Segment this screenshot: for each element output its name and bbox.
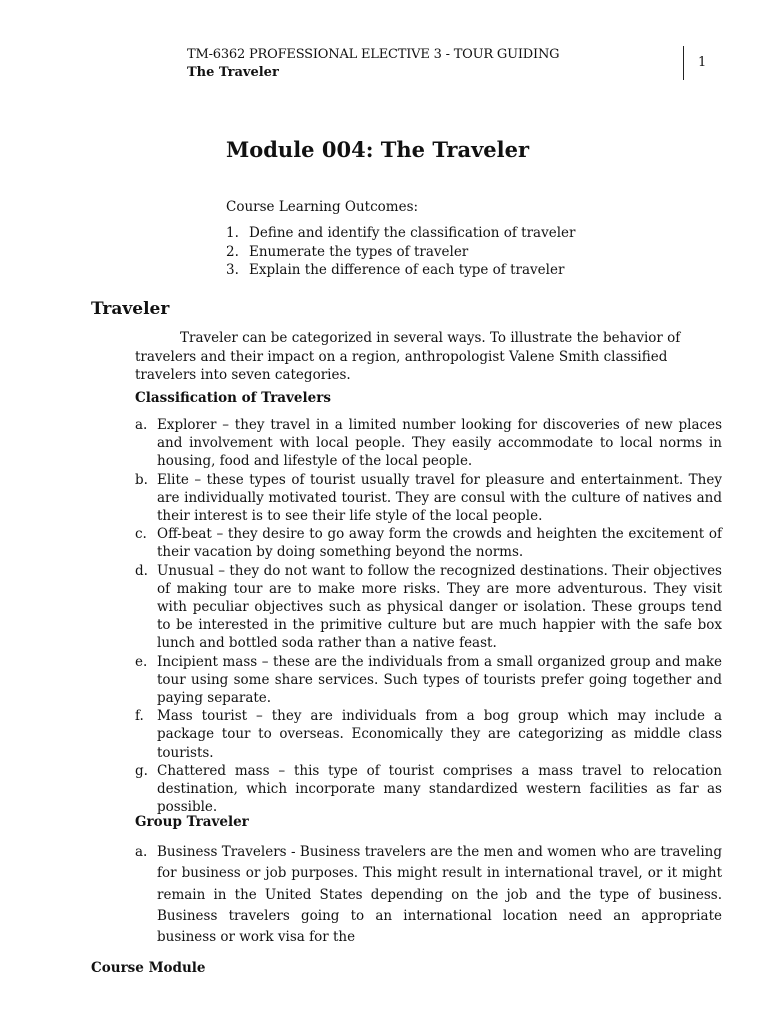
group-traveler-heading: Group Traveler <box>135 814 249 830</box>
classification-text: Elite – these types of tourist usually travel for pleasure and entertainment. They are individually motivated tourist. They are consul with the culture of natives and their interest is to see their life style of the local people. <box>157 471 722 525</box>
classification-item <box>135 416 722 471</box>
classification-text: Incipient mass – these are the individuals from a small organized group and make tour using some share services. Such types of tourists prefer going together and paying separate. <box>157 653 722 707</box>
outcome-item <box>226 261 606 280</box>
page-number: 1 <box>698 55 707 70</box>
group-traveler-item <box>135 842 722 948</box>
list-marker: d. <box>135 562 148 579</box>
list-marker: c. <box>135 526 147 543</box>
classification-text: Chattered mass – this type of tourist comprises a mass travel to relocation destination, which incorporate many standardized western facilities as far as possible. <box>157 762 722 816</box>
group-traveler-list <box>135 842 722 948</box>
module-title: Module 004: The Traveler <box>226 137 530 162</box>
classification-item <box>135 707 722 762</box>
classification-text: Explorer – they travel in a limited number looking for discoveries of new places and involvement with local people. They easily accommodate to local norms in housing, food and lifestyle of the local people. <box>157 417 722 470</box>
list-marker: a. <box>135 844 148 860</box>
outcome-item <box>226 224 606 243</box>
classification-heading: Classification of Travelers <box>135 390 331 406</box>
group-traveler-text: Business Travelers - Business travelers are the men and women who are traveling for business or job purposes. This might result in international travel, or it might remain in the United States depending on the job and the type of business. Business travelers going to an international location need an appropriate business or work visa for the <box>157 844 722 946</box>
list-marker: e. <box>135 653 148 670</box>
classification-item <box>135 762 722 817</box>
classification-item <box>135 525 722 561</box>
header-subtitle: The Traveler <box>187 65 279 80</box>
outcomes-heading: Course Learning Outcomes: <box>226 199 419 215</box>
outcomes-list <box>226 224 606 280</box>
list-marker: b. <box>135 471 148 488</box>
classification-item <box>135 653 722 708</box>
page-footer: Course Module <box>91 960 206 976</box>
classification-item <box>135 562 722 653</box>
outcome-text: Enumerate the types of traveler <box>249 243 469 260</box>
classification-item <box>135 471 722 526</box>
outcome-item <box>226 243 606 262</box>
outcome-number: 2. <box>226 243 239 260</box>
classification-text: Mass tourist – they are individuals from a bog group which may include a package tour to overseas. Economically they are categorizing as middle class tourists. <box>157 708 722 761</box>
classification-text: Off-beat – they desire to go away form the crowds and heighten the excitement of their vacation by doing something beyond the norms. <box>157 526 722 561</box>
intro-paragraph: Traveler can be categorized in several ways. To illustrate the behavior of travelers and their impact on a region, anthropologist Valene Smith classified travelers into seven categories. <box>135 330 681 383</box>
outcome-number: 3. <box>226 262 239 278</box>
section-title: Traveler <box>91 299 170 319</box>
header-course-title: TM-6362 PROFESSIONAL ELECTIVE 3 - TOUR GUIDING <box>187 47 560 62</box>
outcome-number: 1. <box>226 225 239 241</box>
list-marker: a. <box>135 417 148 433</box>
list-marker: f. <box>135 708 144 725</box>
classification-list <box>135 416 722 816</box>
list-marker: g. <box>135 762 148 779</box>
outcome-text: Explain the difference of each type of traveler <box>249 262 565 278</box>
outcome-text: Define and identify the classification of traveler <box>249 225 576 241</box>
classification-text: Unusual – they do not want to follow the recognized destinations. Their objectives of making tour are to make more risks. They are more adventurous. They visit with peculiar objectives such as physical danger or isolation. These groups tend to be interested in the primitive culture but are much happier with the safe box lunch and bottled soda rather than a native feast. <box>157 562 722 652</box>
header-divider <box>683 46 684 80</box>
